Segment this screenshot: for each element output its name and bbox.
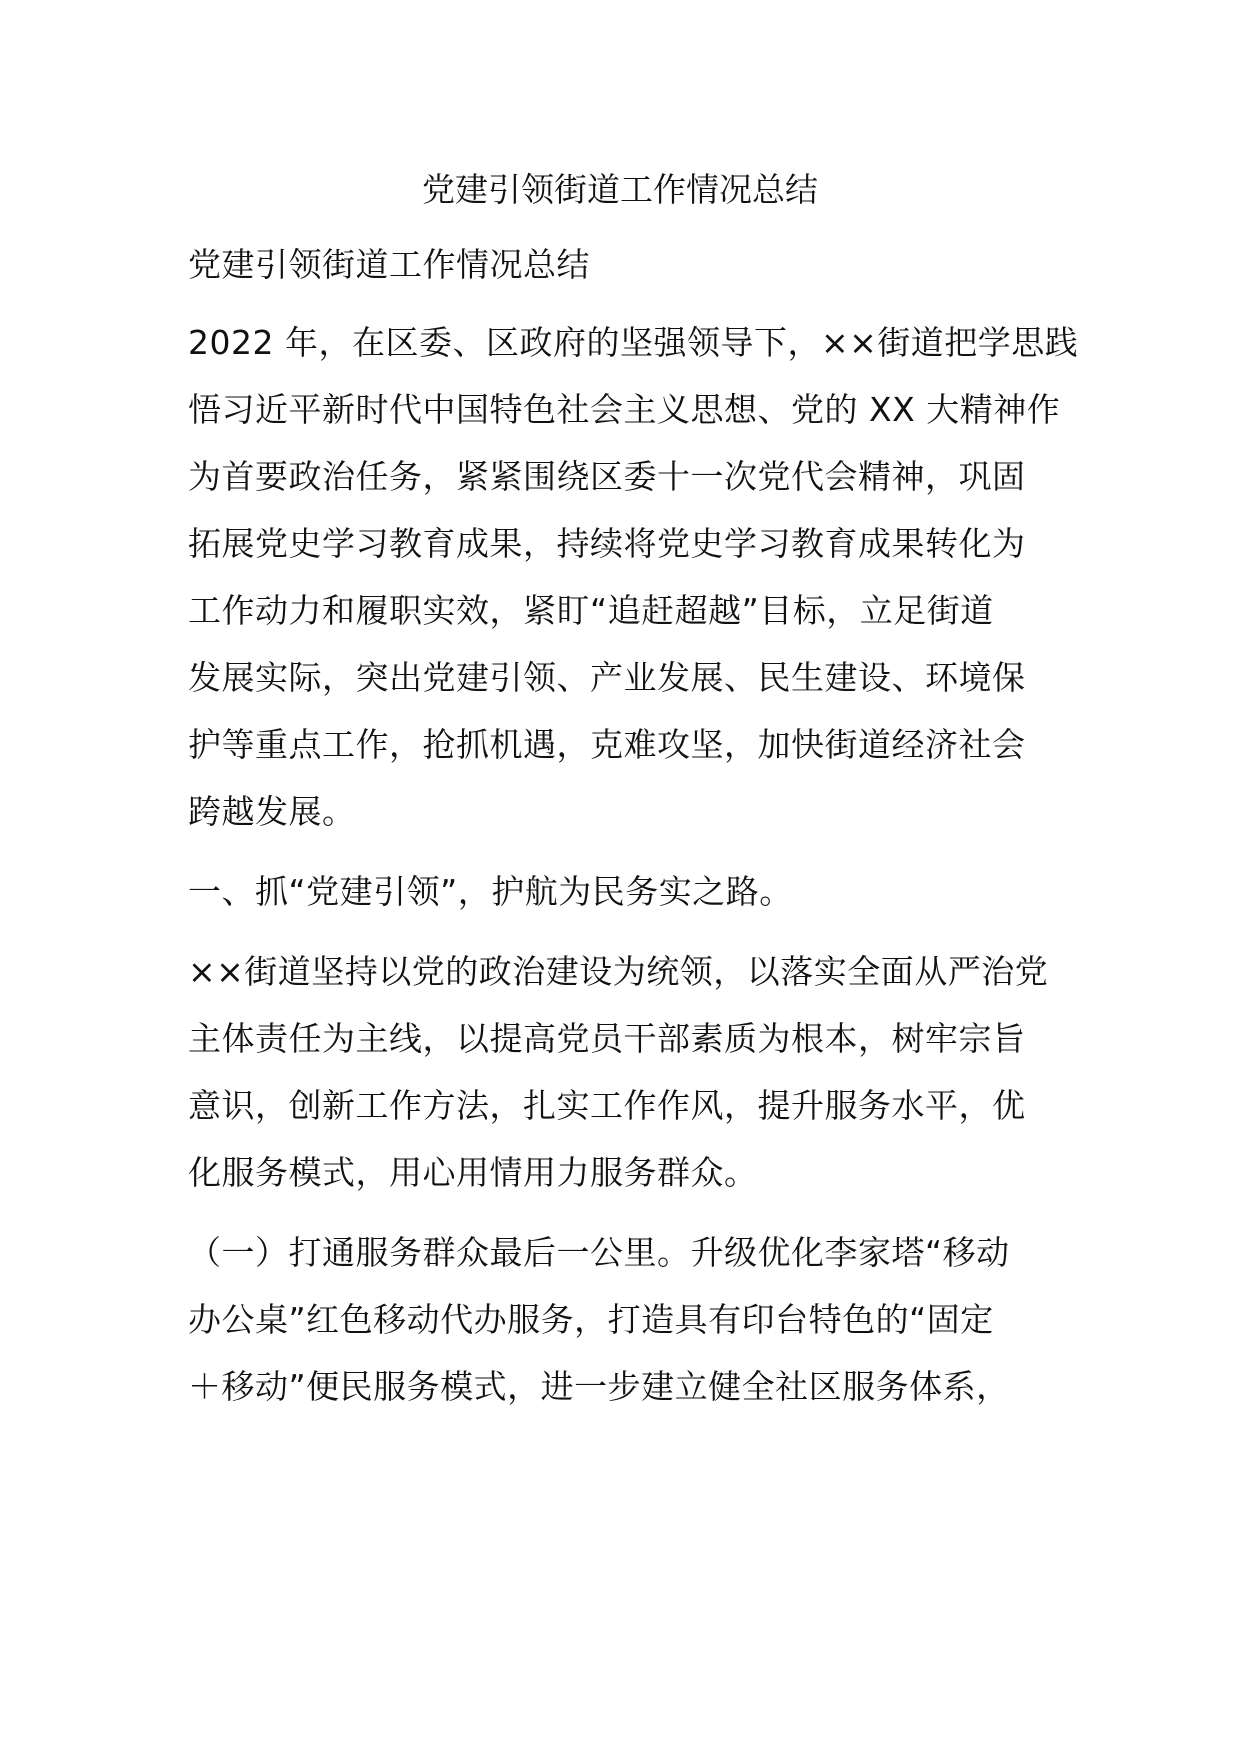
paragraph-line: 意识，创新工作方法，扎实工作作风，提升服务水平，优 [188, 1086, 1026, 1125]
paragraph-line: 护等重点工作，抢抓机遇，克难攻坚，加快街道经济社会 [188, 725, 1026, 764]
paragraph-line: 工作动力和履职实效，紧盯“追赶超越”目标，立足街道 [188, 591, 994, 630]
paragraph-line: 发展实际，突出党建引领、产业发展、民生建设、环境保 [188, 658, 1026, 697]
paragraph-line: ××街道坚持以党的政治建设为统领，以落实全面从严治党 [188, 952, 1049, 991]
paragraph-line: 化服务模式，用心用情用力服务群众。 [188, 1153, 758, 1192]
document-title: 党建引领街道工作情况总结 [422, 170, 818, 209]
paragraph-line: 跨越发展。 [188, 792, 356, 831]
document-subtitle: 党建引领街道工作情况总结 [188, 245, 590, 284]
paragraph-line: 主体责任为主线，以提高党员干部素质为根本，树牢宗旨 [188, 1019, 1026, 1058]
paragraph-line: 拓展党史学习教育成果，持续将党史学习教育成果转化为 [188, 524, 1026, 563]
paragraph-line: ＋移动”便民服务模式，进一步建立健全社区服务体系， [188, 1367, 1010, 1406]
paragraph-line: 为首要政治任务，紧紧围绕区委十一次党代会精神，巩固 [188, 457, 1026, 496]
section-heading: 一、抓“党建引领”，护航为民务实之路。 [188, 872, 793, 911]
paragraph-line: （一）打通服务群众最后一公里。升级优化李家塔“移动 [188, 1233, 1010, 1272]
paragraph-line: 2022 年，在区委、区政府的坚强领导下，××街道把学思践 [188, 323, 1079, 362]
paragraph-line: 悟习近平新时代中国特色社会主义思想、党的 XX 大精神作 [188, 390, 1061, 429]
paragraph-line: 办公桌”红色移动代办服务，打造具有印台特色的“固定 [188, 1300, 994, 1339]
